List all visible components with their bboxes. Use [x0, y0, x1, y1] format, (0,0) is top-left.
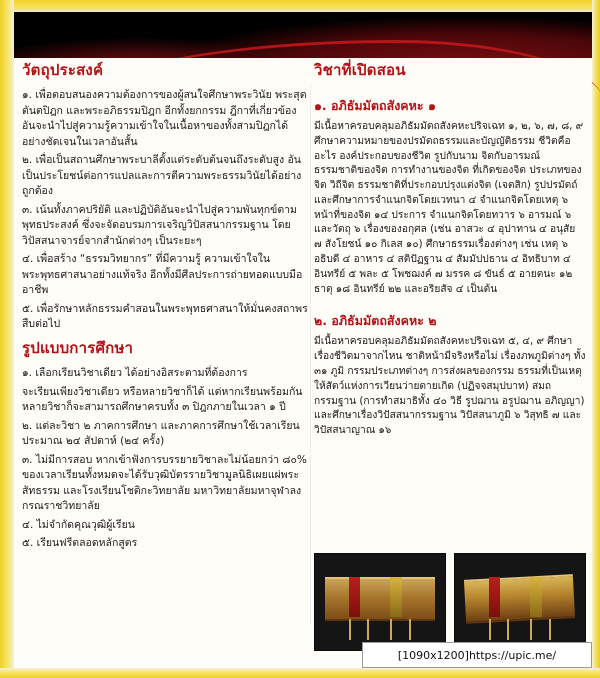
border-band-left [0, 0, 14, 678]
objective-item: ๒. เพื่อเป็นสถานศึกษาพระบาลีตั้งแต่ระดับต้นจนถึงระดับสูง อันเป็นประโยชน์ต่อการแปลและการตีความพระธรรมวินัยได้อย่างถูกต้อง [22, 154, 302, 198]
manuscript-tassel [489, 619, 491, 640]
objective-item: ๑. เพื่อตอบสนองความต้องการของผู้สนใจศึกษาพระวินัย พระสุตตันตปิฎก และพระอภิธรรมปิฎก อีกทั้งยกกรรม ฎีกาที่เกี่ยวข้อง อันจะนำไปสู่ความรู้ความเข้าใจในเนื้อหาของทั้งสามปิฎกได้อย่างชัดเจนในเวลาอันสั้น [22, 89, 307, 148]
course-body-2: มีเนื้อหาครอบคลุมอภิธัมมัตถสังคหะปริจเฉท ๕, ๔, ๙ ศึกษาเรื่องชีวิตมาจากไหน ชาติหน้ามีจริงหรือไม่ เรื่องภพภูมิต่างๆ ทั้ง ๓๑ ภูมิ กรรมประเภทต่างๆ การส่งผลของกรรม ธรรมที่เป็นเหตุให้สัตว์แห่งการเวียนว่ายตายเกิด (ปฏิจจสมุปบาท) สมถกรรมฐาน (การทำสมาธิทั้ง ๔๐ วิธี รูปฌาน อรูปฌาน อภิญญา) และศึกษาเรื่องวิปัสสนากรรมฐาน วิปัสสนาภูมิ ๖ วิสุทธิ ๗ และวิปัสสนาญาณ ๑๖ [314, 336, 586, 437]
left-column [22, 58, 308, 555]
study-format-item-highlighted: จะเรียนเพียงวิชาเดียว หรือหลายวิชาก็ได้ แต่หากเรียนพร้อมกันหลายวิชาก็จะสามารถศึกษาครบทั้ง ๓ ปิฎกภายในเวลา ๑ ปี [22, 385, 303, 414]
manuscript-band [489, 577, 501, 617]
image-source-url[interactable]: https://upic.me/ [468, 648, 557, 662]
manuscript-body [325, 577, 434, 621]
study-format-item: ๑. เลือกเรียนวิชาเดียว ได้อย่างอิสระตามที่ต้องการ [22, 366, 248, 379]
right-column [314, 58, 586, 442]
manuscript-tassel [530, 619, 532, 640]
objective-item: ๓. เน้นทั้งภาคปริยัติ และปฏิบัติอันจะนำไปสู่ความพันทุกข์ตามพุทธประสงค์ ซึ่งจะจัดอบรมการเจริญวิปัสสนากรรมฐาน โดยวิปัสสนาจารย์จากสำนักต่างๆ เป็นระยะๆ [22, 203, 297, 247]
manuscript-tassel [390, 619, 392, 640]
image-dimensions-label: [1090x1200] [397, 648, 469, 662]
border-band-top [0, 0, 600, 12]
manuscript-tassel [367, 619, 369, 640]
manuscript-band [390, 577, 402, 617]
section-heading-courses-offered: วิชาที่เปิดสอน [314, 61, 406, 79]
study-format-item: ๔. ไม่จำกัดคุณวุฒิผู้เรียน [22, 518, 135, 531]
photo-palm-leaf-manuscript-left [314, 553, 446, 651]
manuscript-tassel [349, 619, 351, 640]
manuscript-tassel [549, 619, 551, 640]
photo-palm-leaf-manuscript-right [454, 553, 586, 651]
section-heading-study-format: รูปแบบการศึกษา [22, 338, 134, 357]
objective-item: ๔. เพื่อสร้าง “ธรรมวิทยากร” ที่มีความรู้ ความเข้าใจในพระพุทธศาสนาอย่างแท้จริง อีกทั้งมีศีลประการถ่ายทอดแบบมืออาชีพ [22, 253, 303, 297]
border-band-bottom [0, 668, 600, 678]
course-title-2: ๒. อภิธัมมัตถสังคหะ ๒ [314, 313, 437, 329]
manuscript-band [349, 577, 361, 617]
manuscript-band [530, 577, 542, 617]
course-body-1: มีเนื้อหาครอบคลุมอภิธัมมัตถสังคหะปริจเฉท ๑, ๒, ๖, ๗, ๘, ๙ ศึกษาความหมายของปรมัตถธรรมและบัญญัติธรรม ชีวิตคืออะไร องค์ประกอบของชีวิต รูปกับนาม จิตกับอารมณ์ ธรรมชาติของจิต การทำงานของจิต ที่เกิดของจิต ประเภทของจิต วิถีจิต ธรรมชาติที่ประกอบปรุงแต่งจิต (เจตสิก) รูปปรมัตถ์ และศึกษาการจำแนกจิตโดยเวทนา ๔ จำแนกจิตโดยเหตุ ๖ หน้าที่ของจิต ๑๔ ประการ จำแนกจิตโดยทวาร ๖ อารมณ์ ๖ และวัตถุ ๖ เรื่องของอกุศล (เช่น อาสวะ ๔ อุปาทาน ๔ อนุสัย ๗ สังโยชน์ ๑๐ กิเลส ๑๐) ศึกษาธรรมเรื่องต่างๆ เช่น เหตุ ๖ อธิบดี ๔ อาหาร ๔ สติปัฏฐาน ๔ สัมมัปปธาน ๔ อิทธิบาท ๔ อินทรีย์ ๕ พละ ๕ โพชฌงค์ ๗ มรรค ๘ ขันธ์ ๕ อายตนะ ๑๒ ธาตุ ๑๘ อินทรีย์ ๒๒ และอริยสัจ ๔ เป็นต้น [314, 121, 584, 295]
objective-item: ๕. เพื่อรักษาหลักธรรมคำสอนในพระพุทธศาสนาให้มั่นคงสถาพรสืบต่อไป [22, 302, 308, 331]
header-banner [14, 12, 592, 58]
image-source-bar [362, 642, 592, 668]
photo-row [314, 553, 586, 651]
section-heading-objectives: วัตถุประสงค์ [22, 61, 104, 79]
study-format-item: ๒. แต่ละวิชา ๒ ภาคการศึกษา และภาคการศึกษาใช้เวลาเรียนประมาณ ๒๔ สัปดาห์ (๒๔ ครั้ง) [22, 419, 300, 448]
course-title-1: ๑. อภิธัมมัตถสังคหะ ๑ [314, 98, 436, 113]
study-format-item: ๕. เรียนฟรีตลอดหลักสูตร [22, 537, 138, 550]
manuscript-tassel [507, 619, 509, 640]
manuscript-body [464, 574, 575, 624]
manuscript-tassel [409, 619, 411, 640]
page-content [14, 58, 592, 658]
study-format-item: ๓. ไม่มีการสอบ หากเข้าฟังการบรรยายวิชาละไม่น้อยกว่า ๘๐% ของเวลาเรียนทั้งหมดจะได้รับวุฒิบัตรรายวิชามูลนิธิเผยแผ่พระสัทธรรม และโรงเรียนโชติกะวิทยาลัย มหาวิทยาลัยมหาจุฬาลงกรณราชวิทยาลัย [22, 453, 307, 513]
column-divider [310, 84, 311, 624]
